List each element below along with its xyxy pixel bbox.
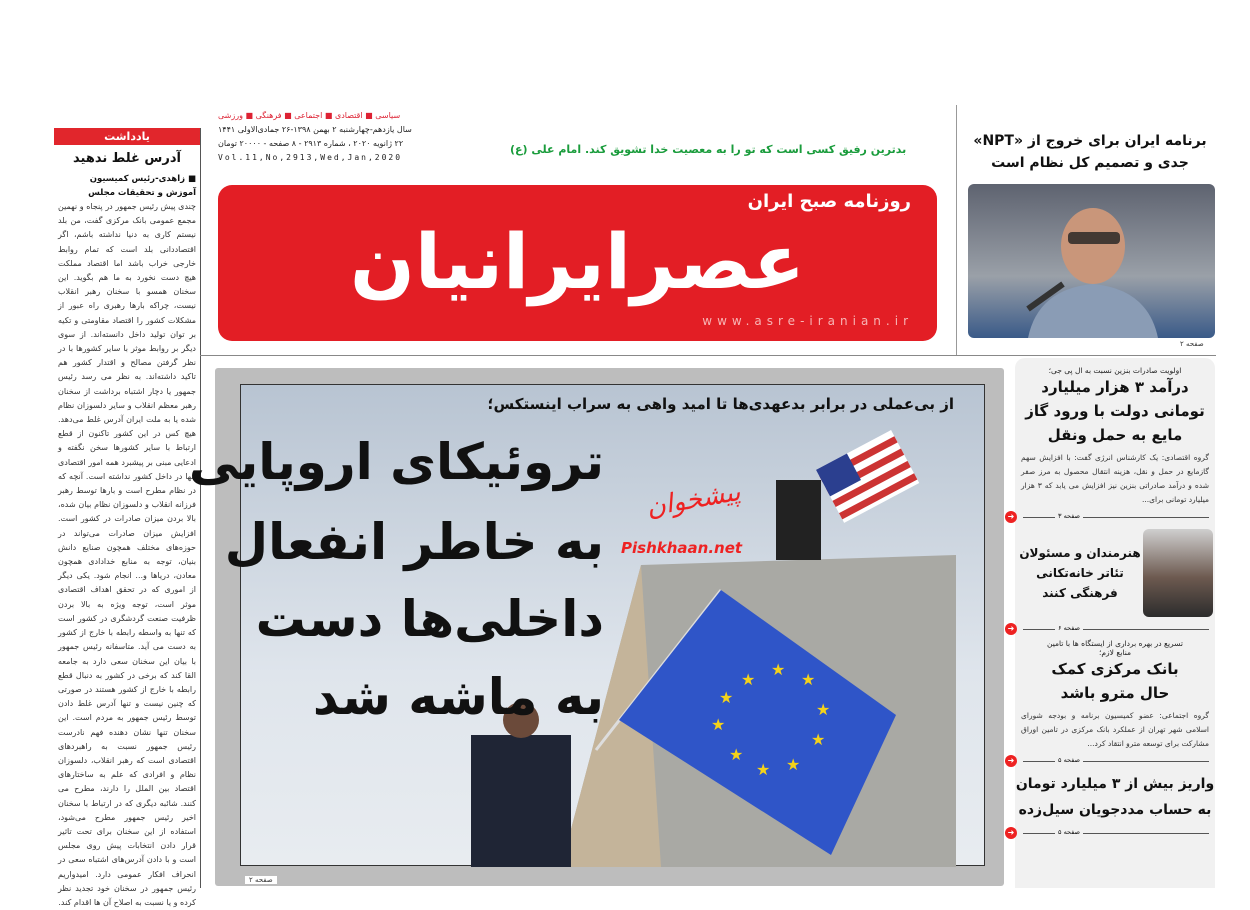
categories: سیاسی ■ اقتصادی ■ اجتماعی ■ فرهنگی ■ ورزشی xyxy=(218,111,401,120)
story-headline[interactable]: هنرمندان و مسئولان تئاتر خانه‌تکانی فرهنگی کنند xyxy=(1019,546,1141,600)
arrow-icon[interactable]: ➜ xyxy=(1005,755,1017,767)
main-story-photo[interactable] xyxy=(188,384,985,866)
main-headline-line[interactable]: تروئیکای اروپایی xyxy=(188,433,604,491)
story-with-photo xyxy=(1015,527,1215,619)
svg-text:★: ★ xyxy=(729,745,744,764)
logo-subtitle: روزنامه صبح ایران xyxy=(747,191,911,212)
volume-line: Vol.11,No,2913,Wed,Jan,2020 xyxy=(218,153,403,162)
editorial-author: ■ زاهدی-رئیس کمیسیون آموزش و تحقیقات مجلس xyxy=(88,174,196,198)
svg-text:★: ★ xyxy=(741,670,756,689)
page-ref-row xyxy=(1007,755,1215,767)
editorial-body: چندی پیش رئیس جمهور در پنجاه و نهمین مجمع عمومی بانک مرکزی گفت، من بلد نیستم کاری به دنیا نداشته باشم، اگر اقتصاددانی بلد است که تمام روابط خارجی خراب باشد اما اقتصاد مملکت هیچ دست نخورد به ما هم بگوید. این سخنان همسو با سخنان رهبر انقلاب نیست، چراکه بارها رهبری راه عبور از مشکلات کشور را اقتصاد مقاومتی و تکیه بر توان تولید داخل دانسته‌اند. از سوی دیگر بر روابط موثر با سایر کشورها با در نظر گرفتن مصالح و اقتدار کشور هم تاکید داشته‌اند. به نظر می رسد رئیس جمهور یا دچار اشتباه برداشت از سخنان رهبر معظم انقلاب و سایر دلسوزان نظام شده یا به ملت ایران آدرس غلط می‌دهد. هیچ کس در این کشور تاکنون از قطع ارتباط با سایر کشورها سخن نگفته و ادعایی مبنی بر پیشبرد همه امور اقتصادی تنها در داخل کشور نداشته است. آنچه که در نظام مطرح است و بارها توسط رهبر فرزانه انقلاب و دلسوزان نظام بیان شده، بالا بردن میزان صادرات در کشور است. افزایش میزان صادرات می‌تواند در حوزه‌های مختلف همچون صنایع دانش بنیان، توجه به منابع خدادادی همچون معادن، دریاها و... انجام شود. یکی دیگر از اموری که در تحقق اهداف اقتصادی موثر است، توجه ویژه به بالا بردن ظرفیت صنعت گردشگری در کشور است که تنها به واسطه رابطه با خارج از کشور به دست می آید. متاسفانه رئیس جمهور با بیان این سخنان سعی دارد به جامعه القا کند که برخی در کشور به دنبال قطع رابطه با خارج از کشور هستند در صورتی که چنین نیست و تنها آدرس غلط دادن توسط رئیس جمهور به مردم است. این سخنان تنها نشان دهنده فهم نادرست رئیس جمهور نسبت به راهبردهای اقتصادی است که رهبر انقلاب، دلسوزان نظام و افرادی که علم به ساختارهای اقتصاد بین الملل را دارند، مطرح می کنند. شائبه دیگری که در ارتباط با سخنان اخیر رئیس جمهور مطرح می‌شود، استفاده از این سخنان برای تحت تاثیر قرار دادن انتخابات پیش روی مجلس است و با دادن آدرس‌های اشتباه سعی در انحراف افکار عمومی دارد. امیدواریم رئیس جمهور در سخنان خود تجدید نظر کرده و یا نسبت به اصلاح آن ها اقدام کند. xyxy=(58,202,196,907)
page-ref-row xyxy=(1007,623,1215,635)
main-kicker: از بی‌عملی در برابر بدعهدی‌ها تا امید واهی به سراب اینستکس؛ xyxy=(487,395,954,413)
daily-quote: بدترین رفیق کسی است که تو را به معصیت خدا تشویق کند. امام علی (ع) xyxy=(510,143,907,156)
logo-name: عصرایرانیان xyxy=(350,217,805,306)
page-ref-row xyxy=(1007,827,1215,839)
svg-text:★: ★ xyxy=(711,715,726,734)
page-ref[interactable]: صفحه ۲ xyxy=(245,876,277,884)
logo-url[interactable]: www.asre-iranian.ir xyxy=(702,314,913,328)
page-ref[interactable]: صفحه ۶ xyxy=(1055,624,1083,632)
issue-date: سال یازدهم-چهارشنبه ۲ بهمن ۱۳۹۸-۲۶ جمادی‌الاولی ۱۴۴۱ xyxy=(218,125,412,134)
svg-text:★: ★ xyxy=(801,670,816,689)
svg-text:★: ★ xyxy=(719,688,734,707)
page-ref[interactable]: صفحه ۳ xyxy=(1055,512,1083,520)
story-body: گروه اجتماعی: عضو کمیسیون برنامه و بودجه شورای اسلامی شهر تهران از عملکرد بانک مرکزی در تامین اوراق مشارکت برای توسعه مترو انتقاد کرد... xyxy=(1021,711,1209,748)
arrow-icon[interactable]: ➜ xyxy=(1005,511,1017,523)
page-ref[interactable]: صفحه ۵ xyxy=(1055,828,1083,836)
svg-text:★: ★ xyxy=(771,660,786,679)
story-headline[interactable]: واریز بیش از ۳ میلیارد تومان به حساب مددجویان سیل‌زده xyxy=(1015,776,1215,818)
editorial-column xyxy=(54,128,201,907)
divider xyxy=(200,355,1216,356)
svg-text:★: ★ xyxy=(811,730,826,749)
svg-text:★: ★ xyxy=(786,755,801,774)
section-label: یادداشت xyxy=(54,128,200,145)
issue-number: ۲۲ ژانویه ۲۰۲۰ ، شماره ۲۹۱۳ - ۸ صفحه - ۲۰۰۰۰ تومان xyxy=(218,139,404,148)
watermark-fa: پیشخوان xyxy=(644,476,743,524)
page-ref-row xyxy=(1007,511,1215,523)
top-right-headline[interactable]: برنامه ایران برای خروج از «NPT» جدی و تصمیم کل نظام است xyxy=(973,133,1207,171)
svg-text:★: ★ xyxy=(816,700,831,719)
masthead xyxy=(200,105,957,355)
speaker-photo xyxy=(968,184,1215,338)
page-ref[interactable]: صفحه ۵ xyxy=(1055,756,1083,764)
right-news-column xyxy=(1007,358,1215,888)
main-headline-line[interactable]: به خاطر انفعال xyxy=(224,513,604,571)
story-kicker: اولویت صادرات بنزین نسبت به ال پی جی؛ xyxy=(1048,366,1182,375)
page-ref[interactable]: صفحه ۲ xyxy=(1180,340,1204,348)
main-headline-line[interactable]: داخلی‌ها دست xyxy=(255,590,604,648)
speaker-illustration xyxy=(968,184,1215,338)
arrow-icon[interactable]: ➜ xyxy=(1005,623,1017,635)
main-headline-line[interactable]: به ماشه شد xyxy=(312,668,604,726)
watermark-en: Pishkhaan.net xyxy=(621,539,743,557)
story-body: گروه اقتصادی: یک کارشناس انرژی گفت: با افزایش سهم گازمایع در حمل و نقل، هزینه انتقال محصول به مرز صفر شده و درآمد صادراتی بنزین نیز افزایش می یابد که ۳ هزار میلیارد تومانی برای... xyxy=(1021,453,1209,504)
portrait-photo xyxy=(1143,529,1213,617)
arrow-icon[interactable]: ➜ xyxy=(1005,827,1017,839)
newspaper-logo xyxy=(218,185,937,341)
story-headline[interactable]: بانک مرکزی کمک حال مترو باشد xyxy=(1051,660,1179,702)
svg-text:★: ★ xyxy=(756,760,771,779)
editorial-title: آدرس غلط ندهید xyxy=(73,151,181,166)
story-kicker: تسریع در بهره برداری از ایستگاه ها با تامین منابع لازم؛ xyxy=(1047,639,1183,657)
story-headline[interactable]: درآمد ۳ هزار میلیارد تومانی دولت با ورود گاز مایع به حمل ونقل xyxy=(1025,378,1205,444)
